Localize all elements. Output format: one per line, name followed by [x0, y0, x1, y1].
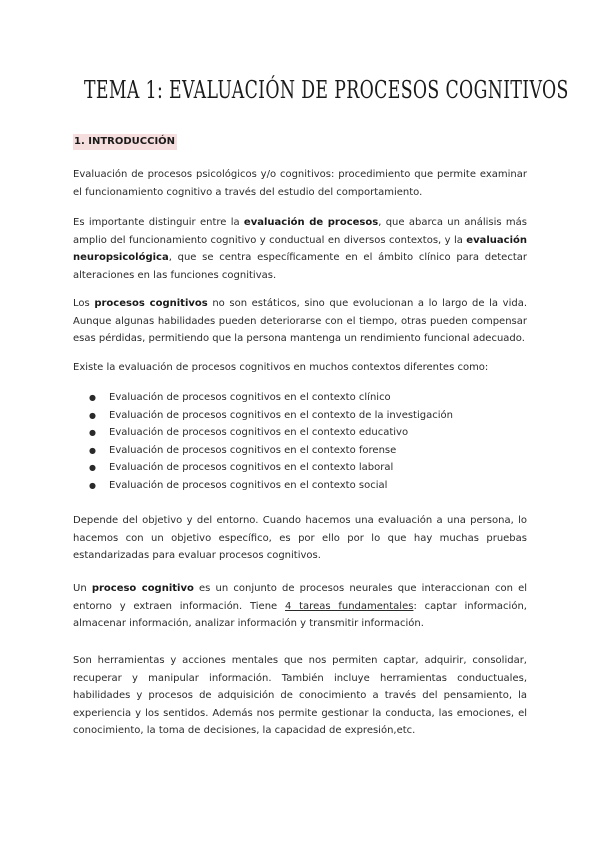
list-item: ● Evaluación de procesos cognitivos en el contexto forense	[73, 442, 527, 460]
bold-term-procesos-cognitivos: procesos cognitivos	[94, 298, 208, 309]
text-run: Es importante distinguir entre la	[73, 217, 244, 228]
text-run: , que abarca un análisis más amplio del funcionamiento cognitivo y conductual en diversos contextos, y la	[73, 217, 527, 246]
list-item: ● Evaluación de procesos cognitivos en el contexto educativo	[73, 424, 527, 442]
page-title: TEMA 1: EVALUACIÓN DE PROCESOS COGNITIVOS	[83, 76, 569, 104]
text-run: Un	[73, 583, 92, 594]
contexts-list	[73, 389, 527, 494]
bold-term-evaluacion-procesos: evaluación de procesos	[243, 217, 379, 228]
paragraph-cognitive-process-definition	[73, 580, 527, 633]
list-item: ● Evaluación de procesos cognitivos en el contexto social	[73, 477, 527, 495]
paragraph-contexts-intro: Existe la evaluación de procesos cognitivos en muchos contextos diferentes como:	[73, 362, 489, 373]
paragraph-tools: Son herramientas y acciones mentales que nos permiten captar, adquirir, consolidar, recuperar y manipular información. También incluye herramientas conductuales, habilidades y procesos de adquisición de conocimiento a través del pensamiento, la experiencia y los sentidos. Además nos permite gestionar la conducta, las emociones, el conocimiento, la toma de decisiones, la capacidad de expresión,etc.	[73, 655, 527, 736]
text-run: Los	[73, 298, 95, 309]
paragraph-cognitive-processes	[73, 295, 527, 348]
list-item: ● Evaluación de procesos cognitivos en el contexto de la investigación	[73, 407, 527, 425]
text-run: , que se centra específicamente en el ámbito clínico para detectar alteraciones en las funciones cognitivas.	[73, 252, 527, 281]
paragraph-distinction	[73, 214, 527, 284]
bold-term-evaluacion-neuropsicologica: evaluación neuropsicológica	[73, 234, 527, 263]
bold-term-proceso-cognitivo: proceso cognitivo	[91, 583, 194, 594]
text-run: no son estáticos, sino que evolucionan a lo largo de la vida. Aunque algunas habilidades pueden deteriorarse con el tiempo, otras pueden compensar esas pérdidas, permitiendo que la persona mantenga un rendimiento funcional adecuado.	[73, 298, 527, 344]
text-run: : captar información, almacenar información, analizar información y transmitir información.	[73, 600, 527, 629]
list-item: ● Evaluación de procesos cognitivos en el contexto clínico	[73, 389, 527, 407]
list-item: ● Evaluación de procesos cognitivos en el contexto laboral	[73, 459, 527, 477]
text-run: es un conjunto de procesos neurales que interaccionan con el entorno y extraen información. Tiene	[73, 583, 528, 612]
paragraph-objective: Depende del objetivo y del entorno. Cuando hacemos una evaluación a una persona, lo hacemos con un objetivo específico, es por ello por lo que hay muchas pruebas estandarizadas para evaluar procesos cognitivos.	[73, 515, 527, 561]
paragraph-definition: Evaluación de procesos psicológicos y/o cognitivos: procedimiento que permite examinar el funcionamiento cognitivo a través del estudio del comportamiento.	[73, 169, 527, 198]
underlined-term-tareas: 4 tareas fundamentales	[284, 600, 414, 612]
section-heading-introduccion: 1. INTRODUCCIÓN	[73, 134, 177, 150]
